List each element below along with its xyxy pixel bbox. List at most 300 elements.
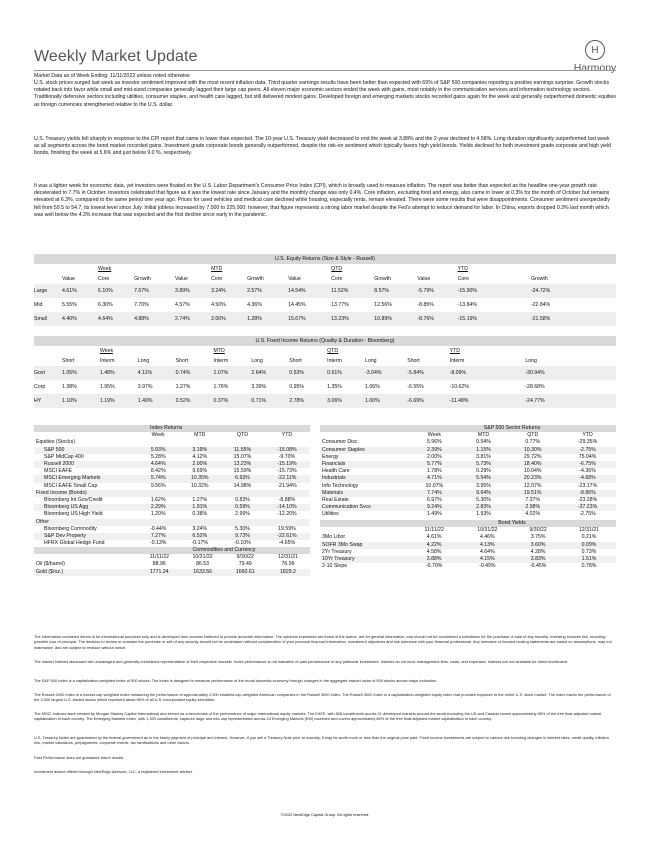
bonds-cell: -0.45% bbox=[529, 563, 547, 570]
paragraph-bonds: U.S. Treasury yields fell sharply in response to the CPI report that came in lower than expected. The 10-year U.S. Treasury yield decreased to end the week at 3.88% and the 2-year declined to 4.58%. Long duration significantly outperformed last week as all segments across the bond market recorded gains. Investment grade corporate bonds generally outperformed, despite the risk-on sentiment which typically favors high yield bonds. Yields declined for both investment grade corporate and high yield bonds, finishing the week at 5.6% and just below 9.0 %, respectively. bbox=[34, 136, 611, 157]
index-cell: 1.91% bbox=[192, 504, 208, 511]
equity-cell: -5.79% bbox=[417, 288, 434, 294]
equity-cell: 11.52% bbox=[331, 288, 349, 294]
index-cell: -12.20% bbox=[277, 511, 297, 518]
commod-cell: 1771.24 bbox=[149, 568, 169, 575]
sector-cell: 5.73% bbox=[476, 461, 491, 468]
fixed-cell: 1.27% bbox=[175, 384, 191, 390]
index-row bbox=[34, 447, 310, 454]
sector-row-label: Consumer Disc bbox=[322, 439, 358, 446]
logo-h-icon: H bbox=[585, 40, 605, 60]
index-cell: 5.30% bbox=[235, 525, 250, 532]
fixed-cell: 1.05% bbox=[62, 370, 77, 376]
index-row bbox=[34, 483, 310, 490]
equity-subheader: Growth bbox=[374, 276, 392, 282]
index-cell bbox=[178, 519, 221, 526]
equity-subheader: Core bbox=[211, 276, 223, 282]
index-cell: 2.00% bbox=[192, 461, 208, 468]
index-cell: 0.38% bbox=[192, 511, 208, 518]
index-cell: -0.44% bbox=[149, 525, 167, 532]
fixed-cell: 0.74% bbox=[175, 370, 191, 376]
index-cell: 9.56% bbox=[150, 482, 166, 489]
bonds-header: 11/11/22 bbox=[424, 527, 444, 534]
sector-cell: 5.30% bbox=[476, 497, 491, 504]
index-caption: Index Returns bbox=[138, 425, 310, 432]
sector-cell: 1.78% bbox=[426, 468, 442, 475]
sector-cell: 7.37% bbox=[525, 497, 541, 504]
footnote-indexes: The market indexes discussed are unmanaged and generally considered representative of their respective markets. Index performance is not indicative of past performance of any particular investment. Indexes do not incur management fees, costs, and expenses. Indexes are not available for direct investment. bbox=[34, 659, 569, 664]
fixed-cell: 0.95% bbox=[289, 384, 304, 390]
sector-row-label: Consumer Staples bbox=[322, 446, 365, 453]
fixed-cell: -24.77% bbox=[525, 398, 545, 404]
fixed-cell: 0.52% bbox=[175, 398, 191, 404]
sector-cell: 18.40% bbox=[523, 461, 542, 468]
equity-subheader: Core bbox=[98, 276, 110, 282]
index-cell bbox=[221, 490, 264, 497]
bonds-row-label: 2Yr Treasury bbox=[322, 548, 352, 555]
sector-cell: -4.68% bbox=[579, 475, 596, 482]
bonds-row bbox=[320, 556, 616, 563]
fixed-cell: 0.71% bbox=[251, 398, 267, 404]
equity-subheader: Growth bbox=[247, 276, 264, 282]
equity-cell: -13.84% bbox=[457, 302, 477, 308]
equity-cell: -8.85% bbox=[417, 302, 434, 308]
fixed-cell: 1.19% bbox=[99, 398, 115, 404]
index-header: YTD bbox=[281, 432, 293, 439]
bonds-cell: 4.58% bbox=[426, 548, 442, 555]
blank-cell bbox=[34, 432, 138, 439]
sector-cell: 5.96% bbox=[426, 439, 442, 446]
index-cell: 13.23% bbox=[233, 461, 252, 468]
sector-header: Week bbox=[427, 432, 441, 439]
index-cell: 1.27% bbox=[192, 497, 208, 504]
equity-subheader: Value bbox=[288, 276, 301, 282]
paragraph-stocks: U.S. stock prices surged last week as investor sentiment improved with the most recent inflation data. Third quarter earnings results have been better than expected with 69% of S&P 500 companies reporting a positive earnings surprise. Growth stocks rotated back into favor while small and mid-sized companies generally lagged their large cap peers. All eleven major economic sectors ended the week with gains, most notably in the communication services and information technology sectors. Traditionally defensive sectors including utilities, consumer staples, and health care lagged, but still delivered modest gains. Developed foreign and emerging markets stocks recorded gains again for the week and generally outperformed domestic equities as foreign currencies strengthened relative to the U.S. dollar. bbox=[34, 80, 616, 108]
index-cell: -22.61% bbox=[277, 533, 297, 540]
index-row-label: Bloomberg Commodity bbox=[44, 525, 97, 532]
fixed-cell: 1.07% bbox=[213, 370, 229, 376]
blank-cell bbox=[320, 432, 408, 439]
index-cell: -22.11% bbox=[277, 475, 297, 482]
fixed-cell: 3.06% bbox=[327, 398, 342, 404]
index-cell: -14.10% bbox=[277, 504, 297, 511]
index-row-label: Russell 2000 bbox=[44, 461, 74, 468]
sector-row bbox=[320, 468, 616, 475]
index-cell: -0.17% bbox=[191, 540, 208, 547]
sector-row bbox=[320, 511, 616, 518]
sector-header: MTD bbox=[477, 432, 490, 439]
index-row-label: Fixed Income (Bonds) bbox=[36, 489, 87, 496]
index-cell: 15.59% bbox=[233, 468, 252, 475]
equity-cell: 6.30% bbox=[98, 302, 113, 308]
commod-cell: 1829.2 bbox=[280, 568, 296, 575]
equity-cell: 14.45% bbox=[288, 302, 306, 308]
equity-returns-table bbox=[34, 254, 616, 326]
equity-cell: 3.89% bbox=[175, 288, 190, 294]
index-cell: -0.10% bbox=[234, 540, 251, 547]
index-row-label: Bloomberg Int Gov/Credit bbox=[44, 497, 103, 504]
index-row-label: MSCI EAFE bbox=[44, 468, 72, 475]
index-cell bbox=[178, 439, 221, 446]
sector-caption: S&P 500 Sector Returns bbox=[408, 425, 616, 432]
commod-header: 10/31/22 bbox=[192, 554, 213, 561]
equity-cell: -21.58% bbox=[530, 316, 551, 322]
sector-returns-table bbox=[320, 425, 616, 519]
index-row bbox=[34, 504, 310, 511]
commod-cell: 79.49 bbox=[238, 561, 252, 568]
bonds-cell: 0.21% bbox=[581, 534, 597, 541]
index-cell: 6.93% bbox=[235, 475, 250, 482]
fixed-cell: 4.11% bbox=[137, 370, 153, 376]
index-row-label: S&P 500 bbox=[44, 446, 65, 453]
index-cell bbox=[138, 490, 178, 497]
sector-cell: 9.64% bbox=[476, 489, 491, 496]
index-cell: -4.65% bbox=[278, 540, 296, 547]
equity-row-label: Large bbox=[34, 288, 48, 294]
equity-cell: -8.76% bbox=[417, 316, 434, 322]
index-cell: 14.98% bbox=[233, 482, 252, 489]
sector-cell: -23.28% bbox=[577, 497, 598, 504]
index-cell: 9.73% bbox=[235, 533, 250, 540]
bonds-row bbox=[320, 534, 616, 541]
index-returns-table bbox=[34, 425, 310, 547]
sector-cell: 5.54% bbox=[476, 475, 491, 482]
fixed-subheader: Short bbox=[175, 358, 189, 364]
sector-row bbox=[320, 504, 616, 511]
title-divider bbox=[34, 70, 616, 71]
index-row bbox=[34, 454, 310, 461]
index-cell: -15.73% bbox=[277, 468, 297, 475]
bonds-cell: -0.49% bbox=[479, 563, 496, 570]
footnote-treasury: U.S. Treasury Notes are guaranteed by the federal government as to the timely payment of principal and interest. However, if you sell a Treasury Note prior to maturity, it may be worth more or less than the original price paid. Fixed income investments are subject to various risk including changes in interest rates, credit quality, inflation risk, market valuations, prepayments, corporate events, tax ramifications and other factors. bbox=[34, 735, 609, 746]
sector-header: QTD bbox=[527, 432, 539, 439]
sector-row-label: Real Estate bbox=[322, 497, 349, 504]
index-row bbox=[34, 511, 310, 518]
index-cell: 1.62% bbox=[150, 497, 166, 504]
equity-cell: 4.88% bbox=[134, 316, 149, 322]
index-cell: 5.74% bbox=[150, 475, 166, 482]
fixed-cell: 1.48% bbox=[99, 370, 115, 376]
index-cell: -21.94% bbox=[277, 482, 297, 489]
fixed-subheader: Short bbox=[62, 358, 75, 364]
bonds-cell: 4.61% bbox=[426, 534, 442, 541]
logo-text: Harmony bbox=[573, 62, 617, 74]
sector-cell: 1.15% bbox=[476, 446, 491, 453]
index-cell: -15.19% bbox=[277, 461, 297, 468]
sector-cell: 19.51% bbox=[523, 489, 542, 496]
index-cell: 19.59% bbox=[278, 525, 296, 532]
commod-cell: 76.99 bbox=[281, 561, 295, 568]
equity-cell: 13.23% bbox=[331, 316, 349, 322]
equity-cell: -15.19% bbox=[457, 316, 477, 322]
sector-row bbox=[320, 483, 616, 490]
fixed-cell: -5.84% bbox=[407, 370, 424, 376]
sector-cell: 0.54% bbox=[476, 439, 491, 446]
commod-caption: Commodities and Currency bbox=[138, 547, 310, 554]
sector-cell: 29.72% bbox=[523, 453, 542, 460]
equity-cell: 12.56% bbox=[374, 302, 392, 308]
equity-cell: 4.40% bbox=[62, 316, 77, 322]
equity-cell: 4.50% bbox=[211, 302, 226, 308]
blank-cell bbox=[34, 274, 62, 284]
index-cell: 5.28% bbox=[150, 453, 166, 460]
sector-cell: 20.23% bbox=[523, 475, 542, 482]
blank-cell bbox=[34, 554, 138, 561]
bonds-cell: 4.13% bbox=[479, 541, 495, 548]
commod-header: 12/31/21 bbox=[277, 554, 299, 561]
index-row bbox=[34, 497, 310, 504]
index-row bbox=[34, 468, 310, 475]
sector-cell: 10.04% bbox=[523, 468, 542, 475]
sector-cell: 2.98% bbox=[525, 504, 541, 511]
equity-group-mtd: MTD bbox=[211, 266, 223, 272]
index-cell bbox=[264, 519, 310, 526]
index-cell: -9.70% bbox=[278, 453, 296, 460]
index-cell bbox=[221, 439, 264, 446]
index-cell bbox=[138, 439, 178, 446]
index-cell bbox=[138, 519, 178, 526]
index-cell bbox=[178, 490, 221, 497]
bonds-header: 10/31/22 bbox=[477, 527, 498, 534]
fixed-subheader: Long bbox=[365, 358, 377, 364]
commod-header: 11/11/22 bbox=[149, 554, 169, 561]
sector-row-label: Health Care bbox=[322, 468, 350, 475]
index-row-label: HFRX Global Hedge Fund bbox=[44, 540, 105, 547]
bonds-row-label: SOFR 3Mo Swap bbox=[322, 541, 363, 548]
sector-cell: -4.36% bbox=[579, 468, 596, 475]
fixed-cell: 0.61% bbox=[327, 370, 342, 376]
equity-cell: 13.77% bbox=[331, 302, 349, 308]
copyright: ©2022 NewEdge Capital Group. All rights reserved. bbox=[280, 812, 370, 817]
fixed-subheader: Long bbox=[137, 358, 150, 364]
fixed-row-label: HY bbox=[34, 398, 42, 404]
footnote-past-performance: Past Performance does not guarantee future results. bbox=[34, 755, 125, 760]
commod-cell: 1633.56 bbox=[193, 568, 212, 575]
index-row bbox=[34, 461, 310, 468]
bonds-header: 9/30/22 bbox=[529, 527, 547, 534]
fixed-cell: 1.95% bbox=[99, 384, 115, 390]
equity-cell: 14.54% bbox=[288, 288, 306, 294]
index-cell: -15.08% bbox=[277, 446, 297, 453]
equity-row-label: Mid bbox=[34, 302, 43, 308]
fixed-subheader: Interm bbox=[99, 358, 115, 364]
equity-cell: 8.57% bbox=[374, 288, 389, 294]
sector-row-label: Info Technology bbox=[322, 482, 359, 489]
index-row bbox=[34, 490, 310, 497]
index-cell: -8.88% bbox=[278, 497, 296, 504]
fixed-subheader: Interm bbox=[327, 358, 342, 364]
fixed-cell: 3.97% bbox=[137, 384, 153, 390]
sector-row bbox=[320, 439, 616, 446]
fixed-cell: -8.09% bbox=[449, 370, 467, 376]
fixed-group-week: Week bbox=[99, 348, 114, 354]
equity-cell: 4.36% bbox=[247, 302, 262, 308]
index-cell: 3.24% bbox=[192, 525, 208, 532]
sector-row bbox=[320, 461, 616, 468]
index-row bbox=[34, 526, 310, 533]
index-header: MTD bbox=[194, 432, 206, 439]
bonds-cell: 1.51% bbox=[581, 556, 597, 563]
sector-row-label: Financials bbox=[322, 461, 346, 468]
blank-cell bbox=[320, 527, 408, 534]
bonds-cell: 4.64% bbox=[479, 548, 495, 555]
fixed-group-qtd: QTD bbox=[327, 348, 339, 354]
index-row bbox=[34, 533, 310, 540]
index-row-label: Equities (Stocks) bbox=[36, 439, 75, 446]
sector-cell: 3.81% bbox=[476, 453, 491, 460]
index-cell: 4.64% bbox=[150, 461, 166, 468]
footnote-disclaimer: The information contained herein is for informational purposes only and is developed from sources believed to provide accurate information. The opinions expressed are those of the author, are for general information, and should not be considered a solicitation for the purchase or sale of any security. Investing involves risk, including possible loss of principal. The decision to review or consider the purchase or sell of any security should not be undertaken without consideration of your personal financial information, investment objectives and risk tolerance with your financial professional. Any forecasts or forward-looking statements are based on assumptions, may not materialize, and are subject to revision without notice. bbox=[34, 634, 612, 650]
fixed-cell: -6.55% bbox=[407, 384, 424, 390]
fixed-cell: -3.04% bbox=[365, 370, 382, 376]
index-row bbox=[34, 439, 310, 446]
index-cell: 2.29% bbox=[150, 504, 166, 511]
commod-cell: 86.53 bbox=[196, 561, 210, 568]
sector-cell: 1.49% bbox=[426, 511, 442, 518]
equity-subheader: Core bbox=[457, 276, 469, 282]
bonds-cell: 0.09% bbox=[581, 541, 597, 548]
bonds-cell: 0.73% bbox=[581, 548, 597, 555]
sector-cell: 0.77% bbox=[525, 439, 541, 446]
equity-caption: U.S. Equity Returns (Size & Style - Russell) bbox=[34, 254, 616, 264]
index-cell bbox=[264, 490, 310, 497]
footnote-msci: The MSCI Indexes were created by Morgan Stanley Capital International and serves as a benchmark of the performance of major international equity markets. The EAFE, with 826 constituents across 21 developed markets around the world excluding the US and Canada covers approximately 85% of the free float-adjusted market capitalization of each country. The Emerging Markets Index, with 1,393 constituents, captures large and mid-cap representation across 24 Emerging Markets (EM) countries and covers approximately 85% of the free float-adjusted market capitalization in each country. bbox=[34, 711, 602, 722]
fixed-cell: 1.10% bbox=[62, 398, 77, 404]
sector-row bbox=[320, 490, 616, 497]
sector-cell: 9.24% bbox=[426, 504, 442, 511]
sector-header: YTD bbox=[582, 432, 593, 439]
equity-row bbox=[34, 312, 616, 326]
index-cell: 1.20% bbox=[150, 511, 166, 518]
bonds-row bbox=[320, 542, 616, 549]
equity-subheader: Growth bbox=[530, 276, 548, 282]
sector-row-label: Materials bbox=[322, 489, 344, 496]
bonds-cell: 3.88% bbox=[426, 556, 442, 563]
bonds-row-label: 2-10 Slope bbox=[322, 563, 348, 570]
blank-cell bbox=[34, 356, 62, 366]
equity-subheader: Core bbox=[331, 276, 343, 282]
sector-cell: 5.77% bbox=[426, 461, 442, 468]
footnote-russell: The Russell 2000 Index is a market-cap weighted index measuring the performance of approximately 2,000 smallest-cap weighted American companies in the Russell 3000 index. The Russell 3000 Index is a capitalization-weighted equity index that provides exposure to the entire U.S. stock market. The index tracks the performance of the 3,000 largest U.S.-traded stocks which represent about 98% of all U.S. incorporated equity securities. bbox=[34, 692, 611, 703]
sector-cell: 10.30% bbox=[523, 446, 542, 453]
fixed-cell: -28.68% bbox=[525, 384, 545, 390]
bond-yields-table bbox=[320, 520, 616, 570]
index-cell: 11.55% bbox=[233, 446, 252, 453]
commod-row bbox=[34, 561, 310, 568]
equity-cell: 2.57% bbox=[247, 288, 262, 294]
equity-subheader: Value bbox=[175, 276, 188, 282]
fixed-cell: 0.37% bbox=[213, 398, 229, 404]
bonds-cell: 0.78% bbox=[581, 563, 597, 570]
fixed-subheader: Long bbox=[251, 358, 263, 364]
equity-group-ytd: YTD bbox=[457, 266, 468, 272]
sector-row bbox=[320, 447, 616, 454]
bonds-cell: -0.70% bbox=[425, 563, 443, 570]
commodities-table bbox=[34, 547, 310, 576]
equity-cell: 10.89% bbox=[374, 316, 392, 322]
index-cell: 6.52% bbox=[192, 533, 208, 540]
fixed-cell: 1.38% bbox=[62, 384, 77, 390]
sector-cell: -37.23% bbox=[577, 504, 598, 511]
commod-header: 9/30/22 bbox=[236, 554, 254, 561]
index-cell: -0.13% bbox=[149, 540, 167, 547]
index-row-label: MSCI Emerging Markets bbox=[44, 475, 101, 482]
index-header: QTD bbox=[237, 432, 248, 439]
sector-cell: 6.97% bbox=[426, 497, 442, 504]
equity-cell: -22.84% bbox=[530, 302, 551, 308]
fixed-row-label: Corp bbox=[34, 384, 46, 390]
index-row-label: S&P Dev Property bbox=[44, 533, 86, 540]
page-title: Weekly Market Update bbox=[34, 48, 198, 65]
commod-row-label: Gold ($/oz.) bbox=[36, 568, 64, 575]
sector-cell: -2.75% bbox=[579, 511, 596, 518]
fixed-cell: 1.06% bbox=[365, 384, 380, 390]
equity-cell: 2.74% bbox=[175, 316, 190, 322]
fixed-row bbox=[34, 366, 616, 380]
sector-row-label: Utilities bbox=[322, 511, 339, 518]
bonds-row-label: 10Yr Treasury bbox=[322, 556, 355, 563]
equity-cell: -15.90% bbox=[457, 288, 477, 294]
index-row bbox=[34, 475, 310, 482]
equity-cell: 7.67% bbox=[134, 288, 149, 294]
fixed-cell: 1.49% bbox=[137, 398, 153, 404]
equity-subheader: Growth bbox=[134, 276, 151, 282]
index-cell: 7.27% bbox=[150, 533, 166, 540]
equity-cell: 6.10% bbox=[98, 288, 113, 294]
bonds-row bbox=[320, 563, 616, 570]
equity-cell: -24.72% bbox=[530, 288, 551, 294]
fixed-subheader: Short bbox=[407, 358, 420, 364]
fixed-cell: 0.53% bbox=[289, 370, 304, 376]
sector-cell: 0.29% bbox=[476, 468, 491, 475]
fixed-cell: 1.76% bbox=[213, 384, 229, 390]
index-cell: 10.35% bbox=[190, 475, 209, 482]
index-cell: 0.83% bbox=[235, 497, 250, 504]
equity-cell: 7.70% bbox=[134, 302, 149, 308]
sector-row-label: Industrials bbox=[322, 475, 346, 482]
equity-row bbox=[34, 284, 616, 298]
paragraph-economy: It was a lighter week for economic data, yet investors were fixated on the U.S. Labor Department's Consumer Price Index (CPI), which is broadly used to measure inflation. The report was better than expected as the headline one-year growth rate decelerated to 7.7% in October. Investors celebrated that figure as it was the lowest rate since January and the monthly change was only 0.4%. Core inflation, excluding food and energy, also came in lower at 0.3% for the month of October but remains elevated at 6.3%, compared to the same period one year ago. Prices for used vehicles and medical care declined while housing, especially rents, remain elevated. There were some results that were disappointments. Consumer sentiment unexpectedly fell from 59.5 to 54.7, its lowest level since July. Initial jobless increased by 7,000 to 225,000; however, that figure represents a strong labor market despite the Fed's attempt to reduce demand for labor. In China, exports dropped 0.3% last month which was well below the 4.3% increase that was expected and the first decline since early in the pandemic. bbox=[34, 183, 611, 218]
equity-cell: 5.55% bbox=[62, 302, 77, 308]
harmony-logo bbox=[571, 40, 619, 74]
index-cell: 3.19% bbox=[192, 446, 208, 453]
bonds-row-label: 3Mo Libor bbox=[322, 534, 346, 541]
fixed-subheader: Long bbox=[525, 358, 537, 364]
footnote-sp500: The S&P 500 Index is a capitalization-weighted index of 500 stocks. The index is designed to measure performance of the broad domestic economy through changes in the aggregate market value of 500 stocks across major industries. bbox=[34, 678, 438, 683]
sector-cell: 3.95% bbox=[476, 482, 491, 489]
fixed-cell: 1.35% bbox=[327, 384, 342, 390]
sector-cell: 1.93% bbox=[476, 511, 491, 518]
equity-subheader: Value bbox=[62, 276, 75, 282]
fixed-caption: U.S. Fixed Income Returns (Quality & Duration - Bloomberg) bbox=[34, 336, 616, 346]
index-cell: 15.07% bbox=[233, 453, 252, 460]
fixed-cell: -30.94% bbox=[525, 370, 545, 376]
index-row bbox=[34, 519, 310, 526]
bonds-cell: 3.75% bbox=[530, 534, 546, 541]
sector-cell: 2.00% bbox=[426, 453, 442, 460]
bonds-cell: 4.28% bbox=[530, 548, 546, 555]
index-cell: 9.69% bbox=[192, 468, 208, 475]
sector-row bbox=[320, 475, 616, 482]
fixed-row bbox=[34, 380, 616, 394]
commod-cell: 1660.61 bbox=[235, 568, 255, 575]
fixed-cell: 2.64% bbox=[251, 370, 267, 376]
equity-cell: 2.00% bbox=[211, 316, 226, 322]
fixed-cell: 3.39% bbox=[251, 384, 267, 390]
sector-cell: 4.02% bbox=[525, 511, 541, 518]
bonds-cell: 4.15% bbox=[479, 556, 495, 563]
sector-cell: -23.17% bbox=[577, 482, 598, 489]
